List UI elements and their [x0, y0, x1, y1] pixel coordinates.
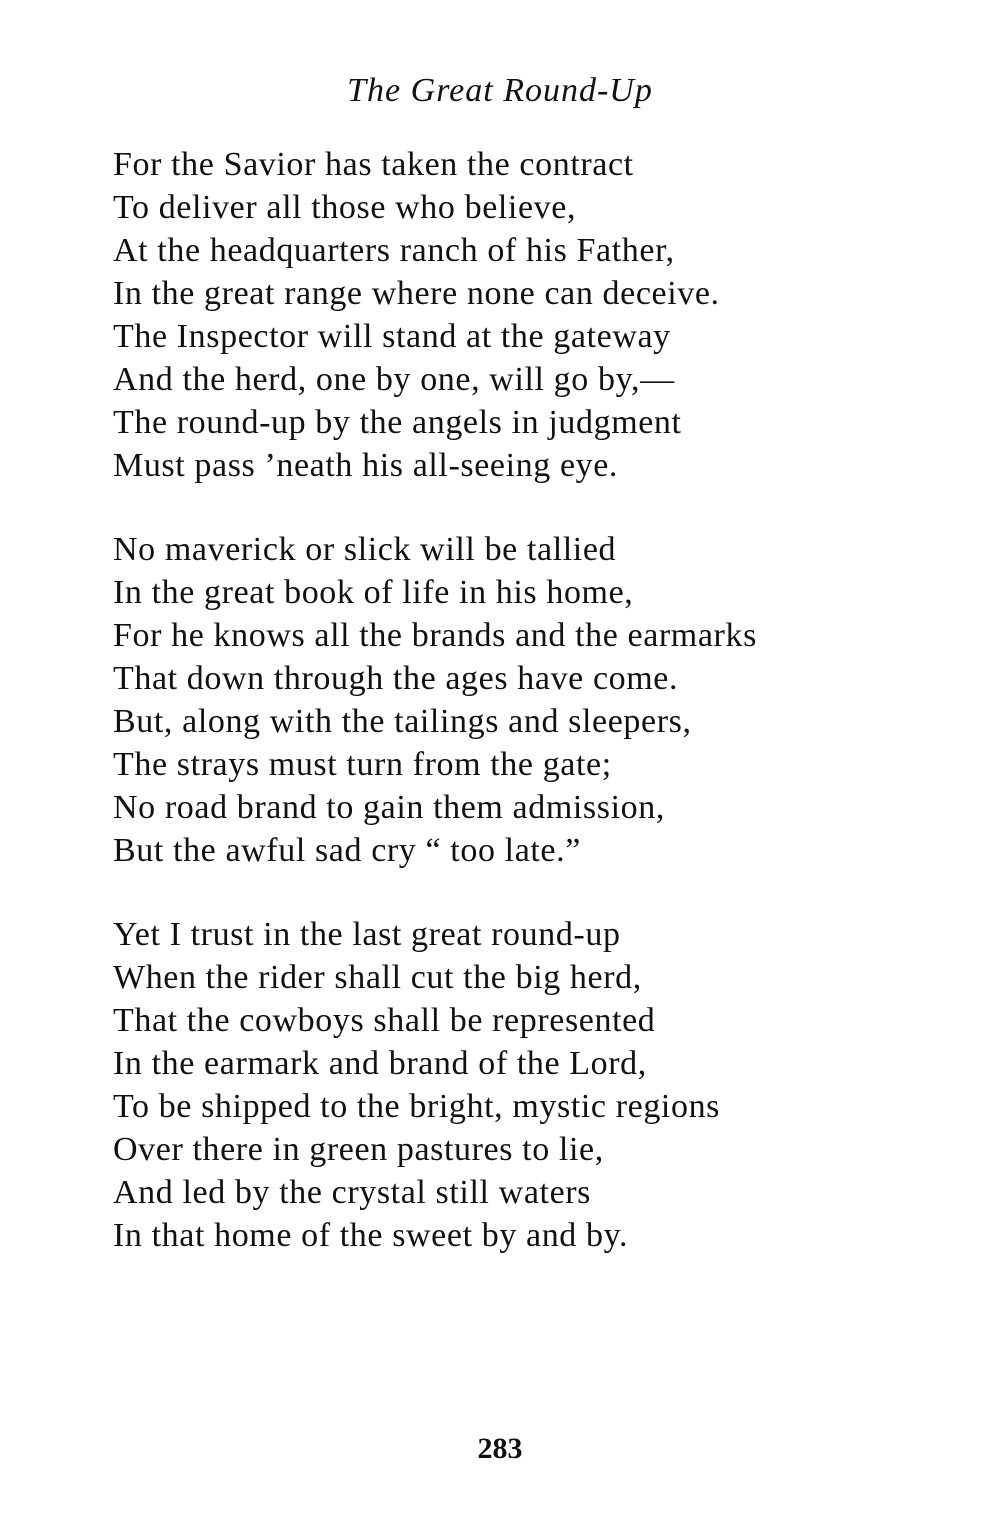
poem-line: And led by the crystal still waters [113, 1174, 592, 1211]
poem-line: No road brand to gain them admission, [113, 789, 665, 826]
poem-line: For the Savior has taken the contract [113, 146, 634, 183]
poem-line: In the earmark and brand of the Lord, [113, 1045, 647, 1082]
poem-line: At the headquarters ranch of his Father, [113, 232, 675, 269]
poem-line: In the great range where none can deceive. [113, 275, 720, 312]
poem-line: The Inspector will stand at the gateway [113, 318, 671, 355]
poem-line: No maverick or slick will be tallied [113, 531, 617, 568]
stanza-1 [113, 143, 973, 487]
running-head: The Great Round-Up [347, 72, 653, 109]
poem [113, 143, 973, 1298]
poem-line: When the rider shall cut the big herd, [113, 959, 642, 996]
stanza-2 [113, 528, 973, 872]
poem-line: But the awful sad cry “ too late.” [113, 832, 581, 869]
poem-line: Over there in green pastures to lie, [113, 1131, 604, 1168]
poem-line: But, along with the tailings and sleepers, [113, 703, 692, 740]
poem-line: And the herd, one by one, will go by,— [113, 361, 675, 398]
page-number: 283 [477, 1432, 523, 1465]
poem-line: That down through the ages have come. [113, 660, 679, 697]
poem-line: For he knows all the brands and the earmarks [113, 617, 757, 654]
poem-line: To be shipped to the bright, mystic regions [113, 1088, 721, 1125]
poem-line: In the great book of life in his home, [113, 574, 634, 611]
poem-line: Must pass ’neath his all-seeing eye. [113, 447, 619, 484]
poem-line: That the cowboys shall be represented [113, 1002, 656, 1039]
poem-line: To deliver all those who believe, [113, 189, 577, 226]
poem-line: Yet I trust in the last great round-up [113, 916, 621, 953]
poem-line: In that home of the sweet by and by. [113, 1217, 629, 1254]
poem-line: The round-up by the angels in judgment [113, 404, 682, 441]
poem-line: The strays must turn from the gate; [113, 746, 612, 783]
stanza-3 [113, 913, 973, 1257]
